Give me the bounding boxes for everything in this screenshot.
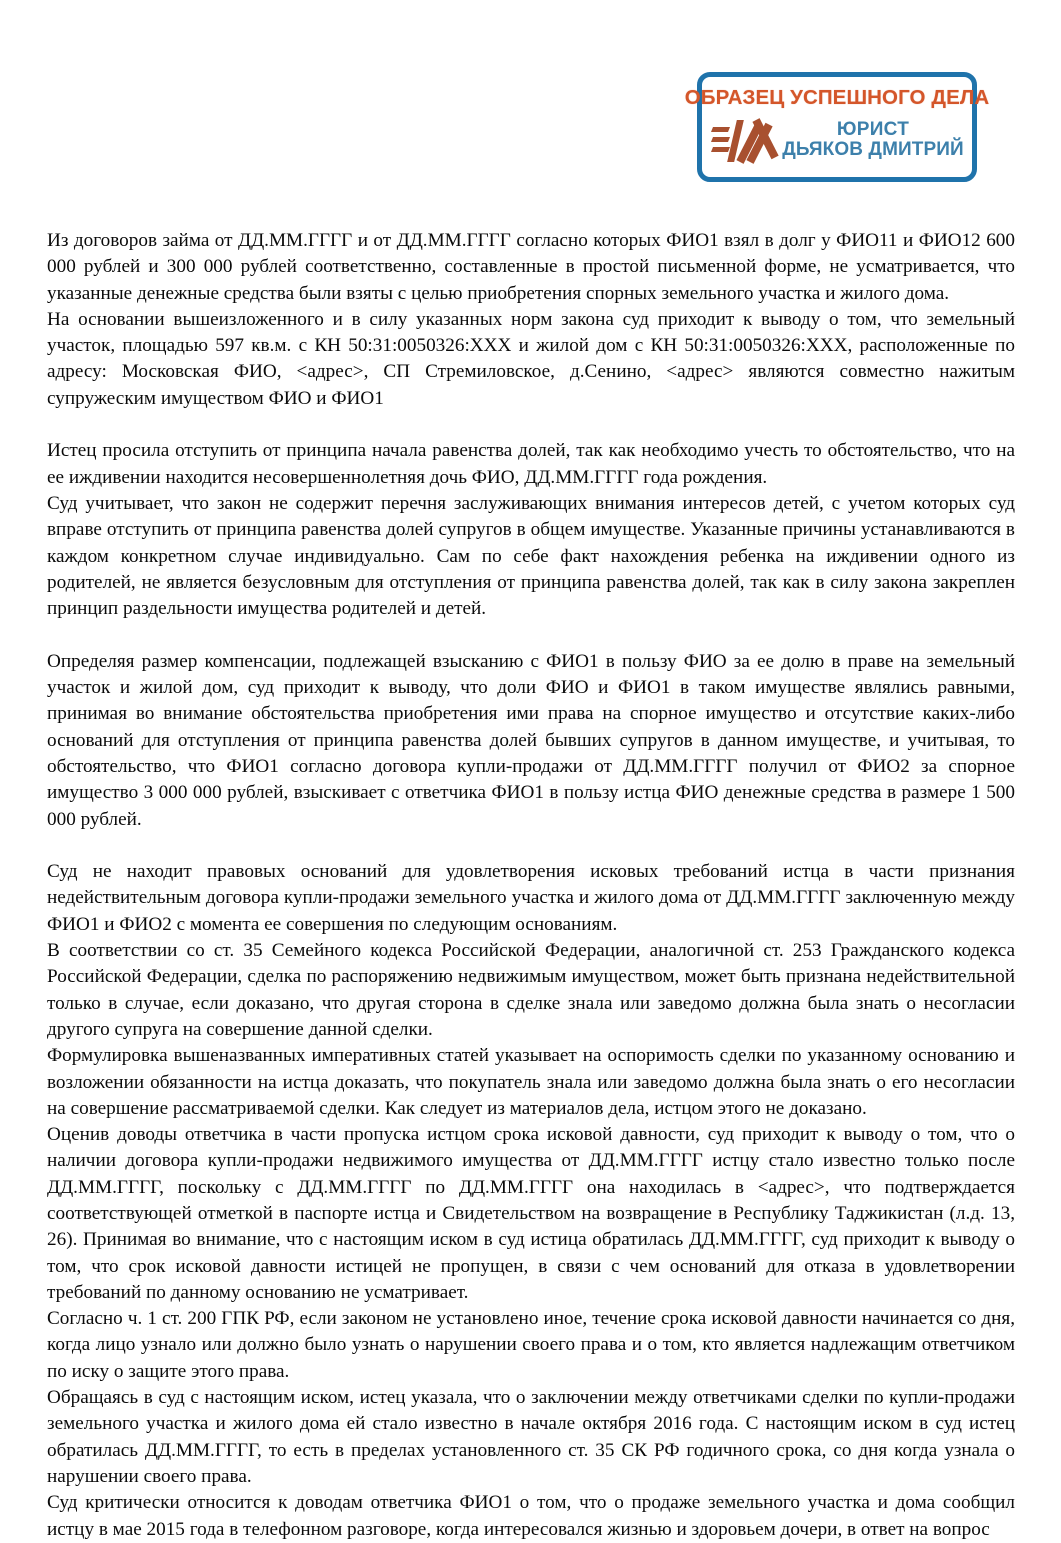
k-monogram-icon [712,117,774,163]
stamp-name-line1: ЮРИСТ [836,118,910,140]
paragraph: В соответствии со ст. 35 Семейного кодекса Российской Федерации, аналогичной ст. 253 Гражданского кодекса Российской Федерации, сделка по распоряжению недвижимым имуществом, может быть признана недействительной только в случае, если доказано, что другая сторона в сделке знала или заведомо должна была знать о несогласии другого супруга на совершение данной сделки. [47,940,1015,1040]
paragraph: Определяя размер компенсации, подлежащей взысканию с ФИО1 в пользу ФИО за ее долю в праве на земельный участок и жилой дом, суд приходит к выводу, что доли ФИО и ФИО1 в таком имуществе являлись равными, принимая во внимание обстоятельства приобретения ими права на спорное имущество и отсутствие каких-либо оснований для отступления от принципа равенства долей бывших супругов в данном имуществе, и учитывая, то обстоятельство, что ФИО1 согласно договора купли-продажи от ДД.ММ.ГГГГ получил от ФИО2 за спорное имущество 3 000 000 рублей, взыскивает с ответчика ФИО1 в пользу истца ФИО денежные средства в размере 1 500 000 рублей. [47,650,1015,830]
paragraph: На основании вышеизложенного и в силу указанных норм закона суд приходит к выводу о том, что земельный участок, площадью 597 кв.м. с КН 50:31:0050326:ХХХ и жилой дом с КН 50:31:0050326:ХХХ, расположенные по адресу: Московская ФИО, <адрес>, СП Стремиловское, д.Сенино, <адрес> являются совместно нажитым супружеским имуществом ФИО и ФИО1 [47,308,1015,409]
stamp-names [780,120,966,160]
paragraph-spacer [47,622,1015,648]
paragraph: Оценив доводы ответчика в части пропуска истцом срока исковой давности, суд приходит к выводу о том, что о наличии договора купли-продажи недвижимого имущества от ДД.ММ.ГГГГ истцу стало известно только после ДД.ММ.ГГГГ, поскольку с ДД.ММ.ГГГГ по ДД.ММ.ГГГГ она находилась в <адрес>, что подтверждается соответствующей отметкой в паспорте истца и Свидетельством на возвращение в Республику Таджикистан (л.д. 13, 26). Принимая во внимание, что с настоящим иском в суд истица обратилась ДД.ММ.ГГГГ, суд приходит к выводу о том, что срок исковой давности истицей не пропущен, в связи с чем оснований для отказа в удовлетворении требований по данному основанию не усматривает. [47,1124,1015,1303]
paragraph: Истец просила отступить от принципа начала равенства долей, так как необходимо учесть то обстоятельство, что на ее иждивении находится несовершеннолетняя дочь ФИО, ДД.ММ.ГГГГ года рождения. [47,440,1015,488]
paragraph-spacer [47,833,1015,859]
document-body [47,228,1015,1543]
stamp-title: ОБРАЗЕЦ УСПЕШНОГО ДЕЛА [684,86,990,109]
paragraph-spacer [47,412,1015,438]
paragraph: Согласно ч. 1 ст. 200 ГПК РФ, если законом не установлено иное, течение срока исковой давности начинается со дня, когда лицо узнало или должно было узнать о нарушении своего права и о том, кто является надлежащим ответчиком по иску о защите этого права. [47,1308,1015,1382]
stamp-body [708,117,966,163]
stamp-name-line2: ДЬЯКОВ ДМИТРИЙ [782,139,964,160]
paragraph: Суд не находит правовых оснований для удовлетворения исковых требований истца в части признания недействительным договора купли-продажи земельного участка и жилого дома от ДД.ММ.ГГГГ заключенную между ФИО1 и ФИО2 с момента ее совершения по следующим основаниям. [47,861,1015,935]
paragraph: Из договоров займа от ДД.ММ.ГГГГ и от ДД.ММ.ГГГГ согласно которых ФИО1 взял в долг у ФИО11 и ФИО12 600 000 рублей и 300 000 рублей соответственно, составленные в простой письменной форме, не усматривается, что указанные денежные средства были взяты с целью приобретения спорных земельного участка и жилого дома. [47,230,1015,304]
text-block-1 [47,228,1015,412]
paragraph: Суд учитывает, что закон не содержит перечня заслуживающих внимания интересов детей, с учетом которых суд вправе отступить от принципа равенства долей супругов в общем имуществе. Указанные причины устанавливаются в каждом конкретном случае индивидуально. Сам по себе факт нахождения ребенка на иждивении одного из родителей, не является безусловным для отступления от принципа равенства долей, так как в силу закона закреплен принцип раздельности имущества родителей и детей. [47,492,1015,620]
paragraph: Суд критически относится к доводам ответчика ФИО1 о том, что о продаже земельного участка и дома сообщил истцу в мае 2015 года в телефонном разговоре, когда интересовался жизнью и здоровьем дочери, в ответ на вопрос [47,1492,1015,1540]
paragraph: Формулировка вышеназванных императивных статей указывает на оспоримость сделки по указанному основанию и возложении обязанности на истца доказать, что покупатель знала или заведомо должна была знать о его несогласии на совершение рассматриваемой сделки. Как следует из материалов дела, истцом этого не доказано. [47,1045,1015,1119]
text-block-3 [47,649,1015,833]
text-block-4 [47,859,1015,1543]
success-case-stamp [684,72,990,182]
paragraph: Обращаясь в суд с настоящим иском, истец указала, что о заключении между ответчиками сделки по купли-продажи земельного участка и жилого дома ей стало известно в начале октября 2016 года. С настоящим иском в суд истец обратилась ДД.ММ.ГГГГ, то есть в пределах установленного ст. 35 СК РФ годичного срока, со дня когда узнала о нарушении своего права. [47,1387,1015,1487]
text-block-2 [47,438,1015,622]
